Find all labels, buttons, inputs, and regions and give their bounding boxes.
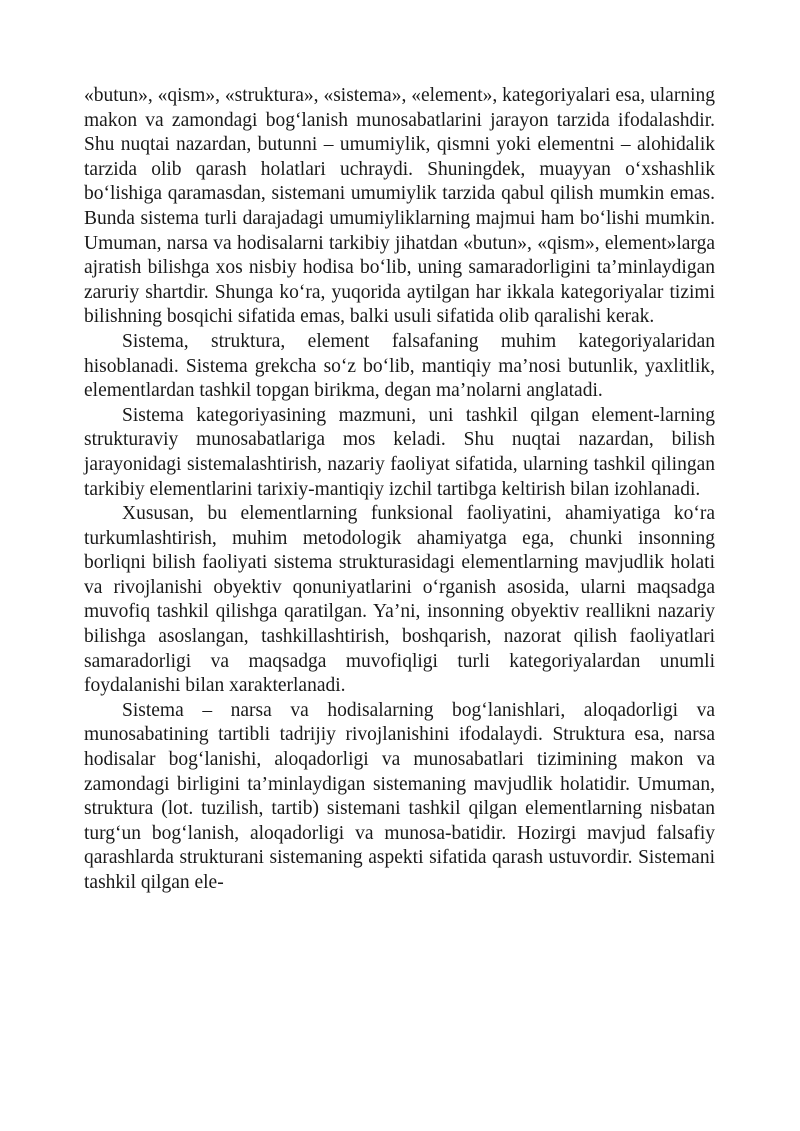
paragraph-continued: «butun», «qism», «struktura», «sistema», «element», kategoriyalari esa, ularning makon va zamondagi bog‘lanish munosabatlarini jarayon tarzida ifodalashdir. Shu nuqtai nazardan, butunni – umumiylik, qismni yoki elementni – alohidalik tarzida olib qarash holatlari uchraydi. Shuningdek, muayyan o‘xshashlik bo‘lishiga qaramasdan, sistemani umumiylik tarzida qabul qilish mumkin emas. Bunda sistema turli darajadagi umumiyliklarning majmui ham bo‘lishi mumkin. Umuman, narsa va hodisalarni tarkibiy jihatdan «butun», «qism», element»larga ajratish bilishga xos nisbiy hodisa bo‘lib, uning samaradorligini ta’minlaydigan zaruriy shartdir. Shunga ko‘ra, yuqorida aytilgan har ikkala kategoriyalar tizimi bilishning bosqichi sifatida emas, balki usuli sifatida olib qaralishi kerak. [84,85,715,328]
paragraph-sistema-struktura-element: Sistema, struktura, element falsafaning muhim kategoriyalaridan hisoblanadi. Sistema grekcha so‘z bo‘lib, mantiqiy ma’nosi butunlik, yaxlitlik, elementlardan tashkil topgan birikma, degan ma’nolarni anglatadi. [84,330,715,402]
paragraph-xususan: Xususan, bu elementlarning funksional faoliyatini, ahamiyatiga ko‘ra turkumlashtirish, muhim metodologik ahamiyatga ega, chunki insonning borliqni bilish faoliyati sistema strukturasidagi elementlarning mavjudlik holati va rivojlanishi obyektiv qonuniyatlarini o‘rganish asosida, ularni maqsadga muvofiq tashkil qilishga qaratilgan. Ya’ni, insonning obyektiv reallikni nazariy bilishga asoslangan, tashkillashtirish, boshqarish, nazorat qilish faoliyatlari samaradorligi va maqsadga muvofiqligi turli kategoriyalardan unumli foydalanishi bilan xarakterlanadi. [84,503,715,697]
document-page [84,84,715,896]
paragraph-sistema-narsa-hodisalar: Sistema – narsa va hodisalarning bog‘lanishlari, aloqadorligi va munosabatining tartibli tadrijiy rivojlanishini ifodalaydi. Struktura esa, narsa hodisalar bog‘lanishi, aloqadorligi va munosabatlari tizimining makon va zamondagi birligini ta’minlaydigan sistemaning mavjudlik holatidir. Umuman, struktura (lot. tuzilish, tartib) sistemani tashkil qilgan elementlarning nisbatan turg‘un bog‘lanish, aloqadorligi va munosa-batidir. Hozirgi mavjud falsafiy qarashlarda strukturani sistemaning aspekti sifatida qarash ustuvordir. Sistemani tashkil qilgan ele- [84,699,715,893]
paragraph-sistema-kategoriyasi: Sistema kategoriyasining mazmuni, uni tashkil qilgan element-larning strukturaviy munosabatlariga mos keladi. Shu nuqtai nazardan, bilish jarayonidagi sistemalashtirish, nazariy faoliyat sifatida, ularning tashkil qilingan tarkibiy elementlarini tarixiy-mantiqiy izchil tartibga keltirish bilan izohlanadi. [84,404,715,500]
